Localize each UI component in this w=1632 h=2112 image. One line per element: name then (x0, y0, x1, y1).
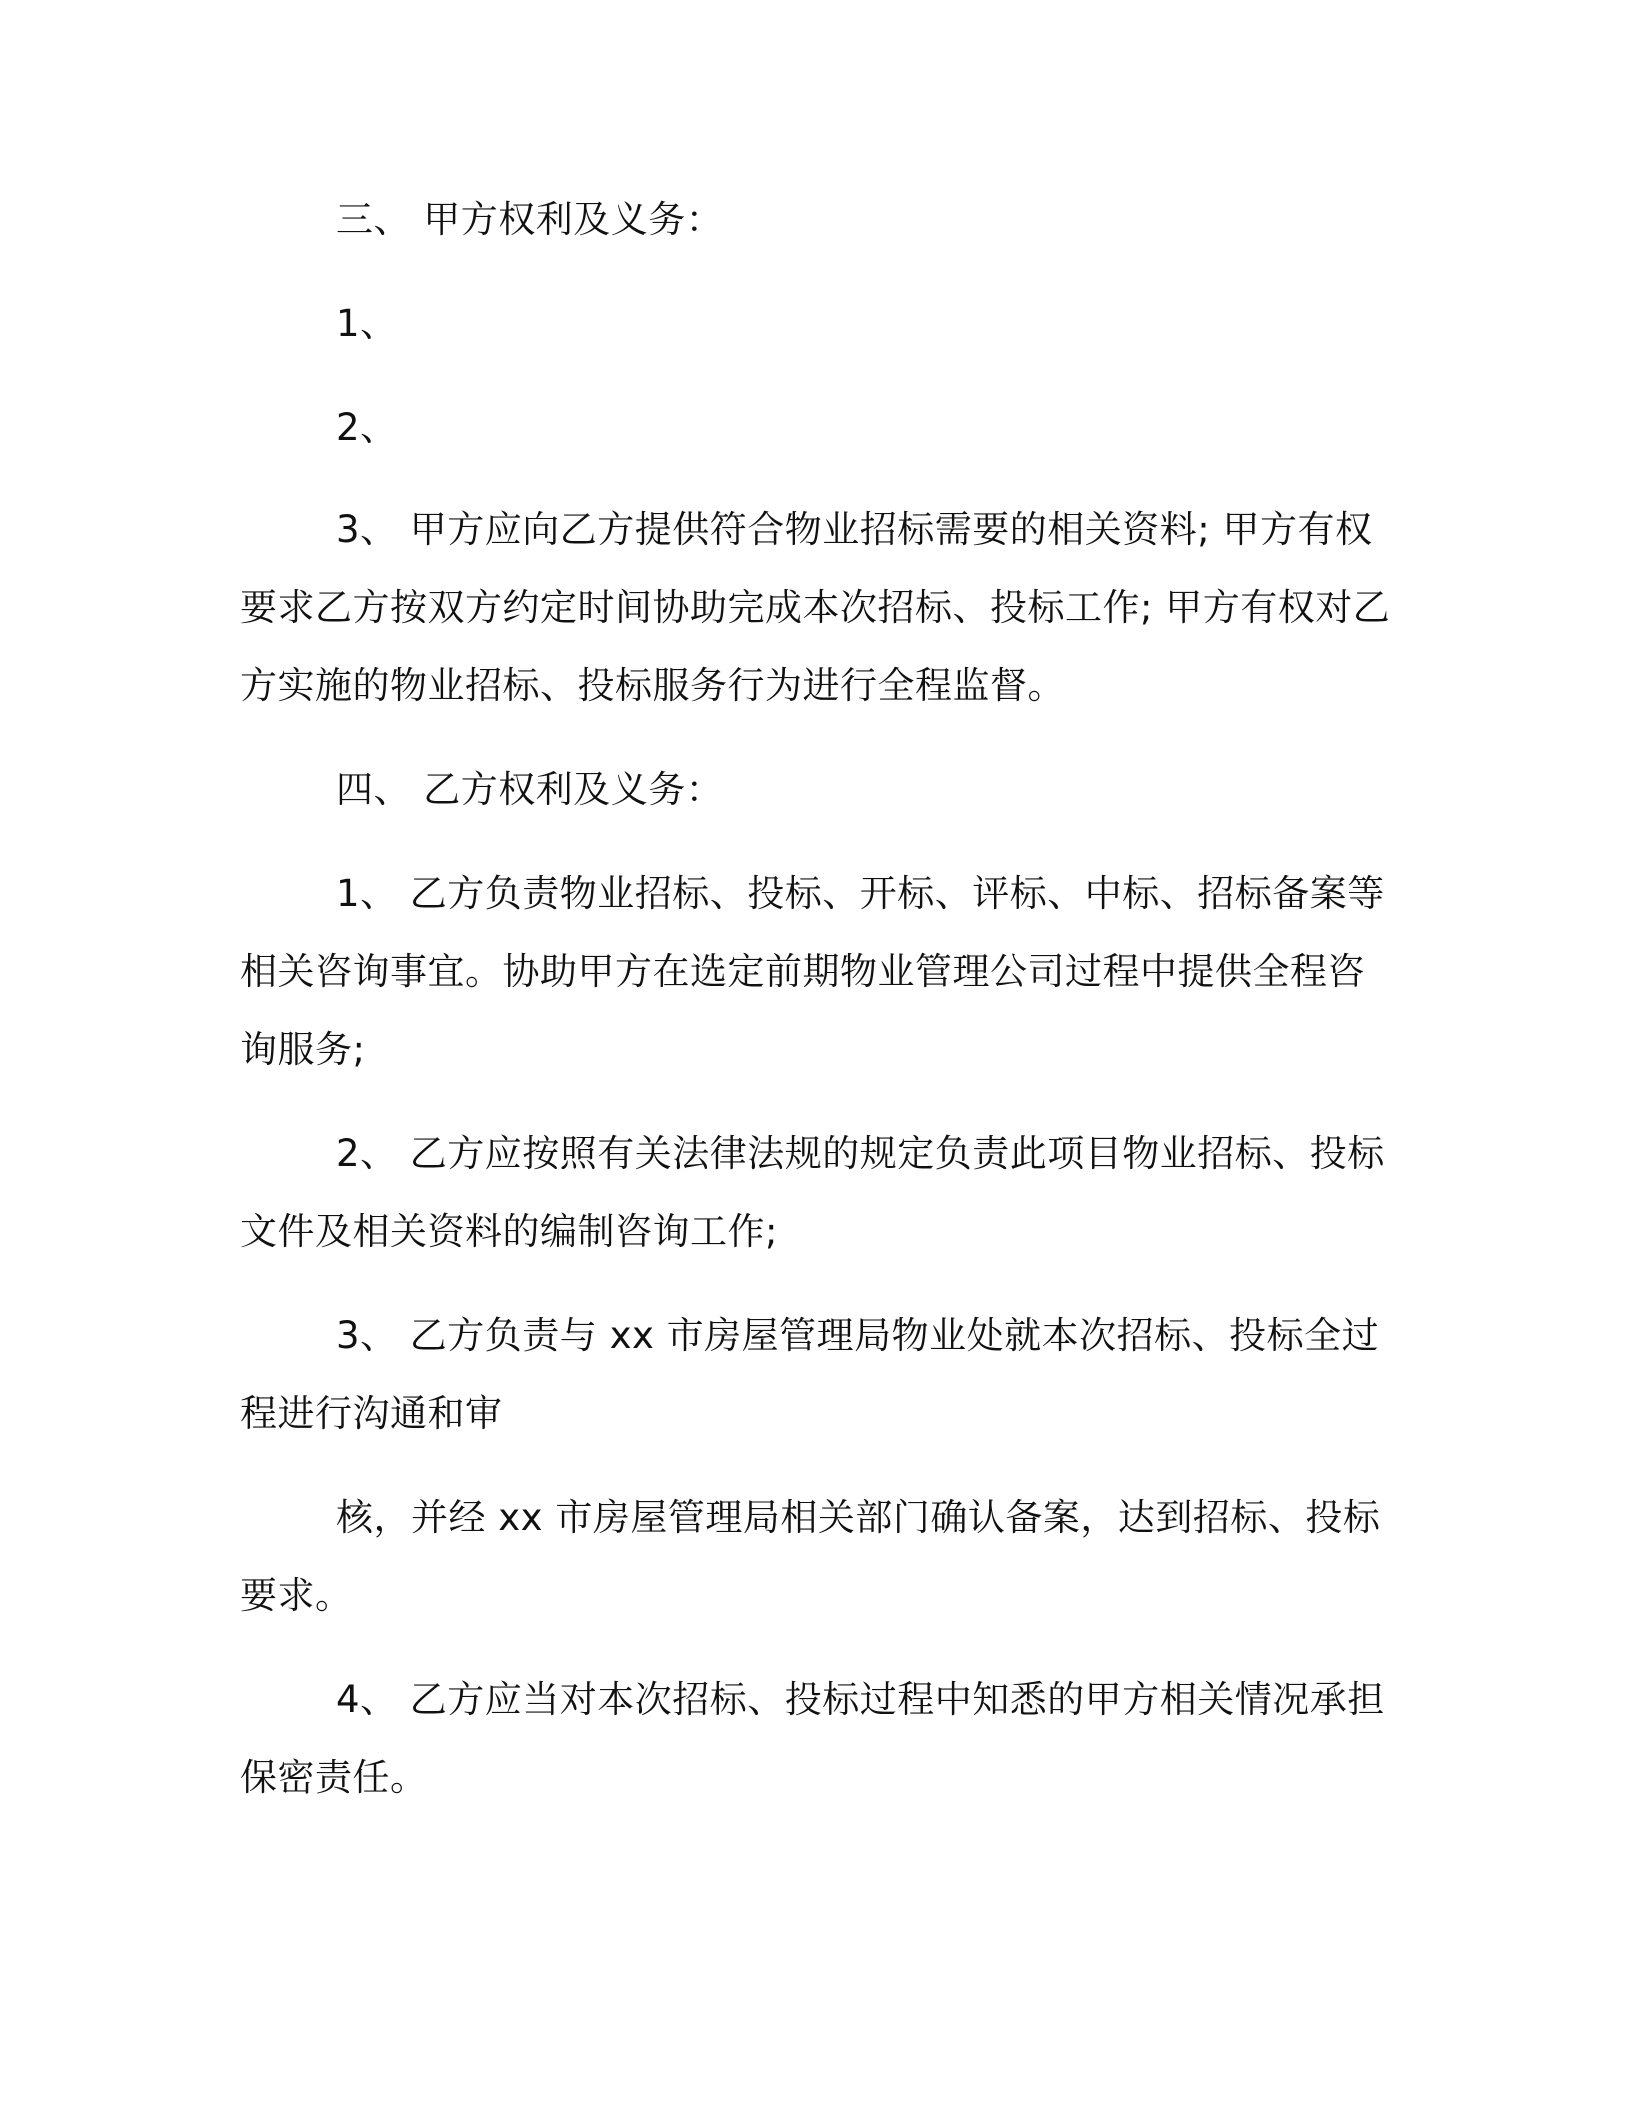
section-4-item-3-cont-line-1: 核，并经 xx 市房屋管理局相关部门确认备案，达到招标、投标 (336, 1496, 1381, 1539)
section-3-item-2: 2、 (336, 406, 398, 449)
section-3-item-3-line-2: 要求乙方按双方约定时间协助完成本次招标、投标工作; 甲方有权对乙 (240, 586, 1391, 629)
section-4-item-2-line-1: 2、 乙方应按照有关法律法规的规定负责此项目物业招标、投标 (336, 1132, 1385, 1175)
section-4-item-3-line-1: 3、 乙方负责与 xx 市房屋管理局物业处就本次招标、投标全过 (336, 1314, 1380, 1357)
section-4-item-4-line-1: 4、 乙方应当对本次招标、投标过程中知悉的甲方相关情况承担 (336, 1678, 1385, 1721)
section-3-item-1: 1、 (336, 302, 398, 345)
section-3-heading: 三、 甲方权利及义务： (336, 198, 724, 241)
section-4-item-3-cont-line-2: 要求。 (240, 1574, 353, 1617)
section-4-item-2-line-2: 文件及相关资料的编制咨询工作; (240, 1210, 778, 1253)
section-4-item-1-line-2: 相关咨询事宜。协助甲方在选定前期物业管理公司过程中提供全程咨 (240, 950, 1365, 993)
section-3-item-3-line-3: 方实施的物业招标、投标服务行为进行全程监督。 (240, 664, 1065, 707)
section-4-item-1-line-3: 询服务; (240, 1028, 366, 1071)
section-4-item-3-line-2: 程进行沟通和审 (240, 1392, 503, 1435)
section-4-item-1-line-1: 1、 乙方负责物业招标、投标、开标、评标、中标、招标备案等 (336, 872, 1385, 915)
section-4-item-4-line-2: 保密责任。 (240, 1756, 428, 1799)
section-3-item-3-line-1: 3、 甲方应向乙方提供符合物业招标需要的相关资料; 甲方有权 (336, 508, 1373, 551)
section-4-heading: 四、 乙方权利及义务： (336, 768, 724, 811)
